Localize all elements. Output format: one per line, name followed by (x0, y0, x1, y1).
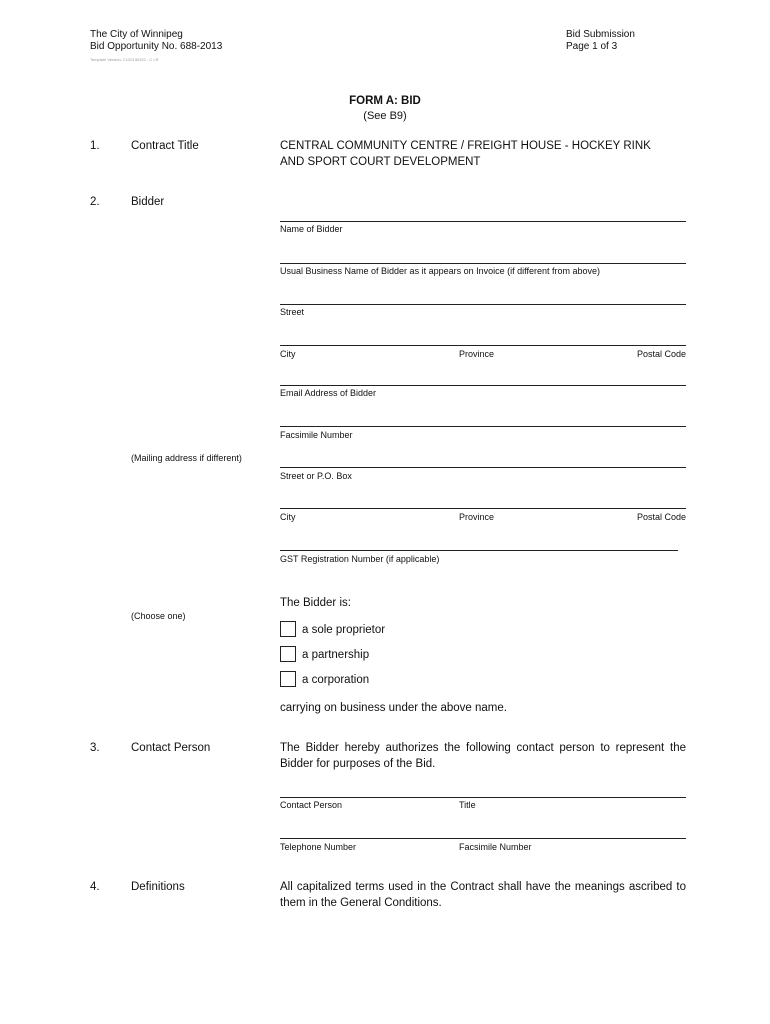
partnership-checkbox[interactable] (280, 646, 296, 662)
gst-line[interactable] (280, 550, 678, 551)
header-page-number: Page 1 of 3 (566, 41, 618, 52)
mailing-province-caption: Province (459, 512, 495, 522)
contact-fax-caption: Facsimile Number (459, 842, 532, 852)
section-3-label: Contact Person (131, 742, 211, 754)
fax-caption: Facsimile Number (280, 430, 353, 440)
section-2-label: Bidder (131, 196, 165, 208)
choose-one-note: (Choose one) (131, 611, 186, 621)
contact-person-line[interactable] (280, 797, 686, 798)
contact-person-caption: Contact Person (280, 800, 343, 810)
section-2-number: 2. (90, 196, 100, 208)
sole-proprietor-label: a sole proprietor (302, 624, 386, 636)
fax-line[interactable] (280, 426, 686, 427)
email-caption: Email Address of Bidder (280, 388, 377, 398)
street-caption: Street (280, 307, 305, 317)
email-line[interactable] (280, 385, 686, 386)
usual-name-caption: Usual Business Name of Bidder as it appears on Invoice (if different from above) (280, 266, 600, 276)
city-province-postal-line[interactable] (280, 345, 686, 346)
mailing-street-caption: Street or P.O. Box (280, 471, 352, 481)
street-line[interactable] (280, 304, 686, 305)
corporation-checkbox[interactable] (280, 671, 296, 687)
form-subtitle: (See B9) (363, 110, 407, 122)
section-1-number: 1. (90, 140, 100, 152)
contact-authorization-text: The Bidder hereby authorizes the following contact person to represent the Bidder for purposes of the Bid. (280, 742, 686, 770)
section-3-number: 3. (90, 742, 100, 754)
mailing-city-caption: City (280, 512, 296, 522)
sole-proprietor-checkbox[interactable] (280, 621, 296, 637)
contact-phone-line[interactable] (280, 838, 686, 839)
mailing-postal-caption: Postal Code (636, 512, 686, 522)
section-4-label: Definitions (131, 881, 185, 893)
mailing-city-line[interactable] (280, 508, 686, 509)
postal-code-caption: Postal Code (636, 349, 686, 359)
bidder-name-line[interactable] (280, 221, 686, 222)
mailing-address-note: (Mailing address if different) (131, 453, 242, 463)
bidder-name-caption: Name of Bidder (280, 224, 343, 234)
gst-caption: GST Registration Number (if applicable) (280, 554, 440, 564)
contact-title-caption: Title (459, 800, 476, 810)
telephone-caption: Telephone Number (280, 842, 357, 852)
province-caption: Province (459, 349, 495, 359)
mailing-street-line[interactable] (280, 467, 686, 468)
contract-title-value: CENTRAL COMMUNITY CENTRE / FREIGHT HOUSE - HOCKEY RINK AND SPORT COURT DEVELOPMENT (280, 140, 651, 168)
header-doc-type: Bid Submission (566, 29, 635, 40)
header-org: The City of Winnipeg (90, 29, 183, 40)
header-bid-number: Bid Opportunity No. 688-2013 (90, 41, 223, 52)
city-caption: City (280, 349, 296, 359)
header-template-version: Template Version: C120130320 - C LR (90, 57, 159, 62)
section-1-label: Contract Title (131, 140, 199, 152)
usual-name-line[interactable] (280, 263, 686, 264)
definitions-text: All capitalized terms used in the Contract shall have the meanings ascribed to them in the General Conditions. (280, 881, 686, 909)
carrying-on-business-text: carrying on business under the above name. (280, 702, 507, 714)
section-4-number: 4. (90, 881, 100, 893)
form-title: FORM A: BID (349, 95, 421, 107)
partnership-label: a partnership (302, 649, 370, 661)
bidder-is-text: The Bidder is: (280, 597, 351, 609)
corporation-label: a corporation (302, 674, 370, 686)
